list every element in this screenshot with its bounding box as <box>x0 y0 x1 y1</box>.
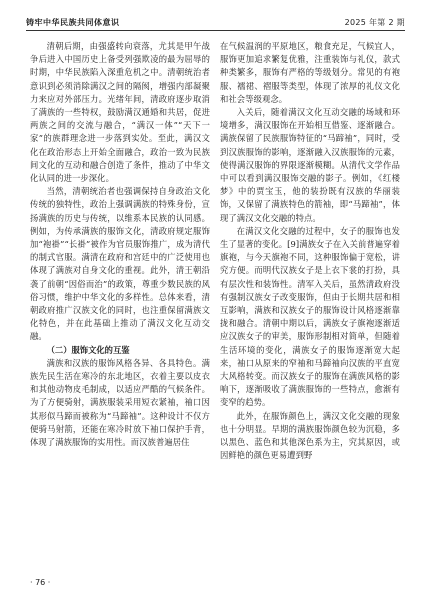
section-heading: （二）服饰文化的互鉴 <box>46 344 130 355</box>
right-column <box>220 40 400 463</box>
paragraph: 此外，在服饰颜色上，满汉文化交融的现象也十分明显。早期的满族服饰颜色较为沉稳，多以黑色、蓝色和其他深色系为主，究其原因，或因鲜艳的颜色更易遭到野 <box>220 410 400 461</box>
paragraph: 满族和汉族的服饰风格各异、各具特色。满族先民生活在寒冷的东北地区，衣着主要以皮衣和其他动物皮毛制成，以适应严酷的气候条件。为了方便骑射，满族服装采用短衣紧袖，袖口因其形似马蹄而被称为“马蹄袖”。这种设计不仅方便骑马射箭，还能在寒冷时放下袖口保护手背，体现了满族服饰的实用性。而汉族普遍居住 <box>30 357 210 448</box>
running-header <box>26 14 405 28</box>
page-number: · 76 · <box>30 578 51 587</box>
paragraph: 在满汉文化交融的过程中，女子的服饰也发生了显著的变化。[9]满族女子在入关前普遍穿着旗袍，与今天旗袍不同，这种服饰偏于宽松，讲究方便。而明代汉族女子是上衣下裳的打扮，具有层次性和装饰性。清军入关后，虽然清政府没有强制汉族女子改变服饰，但由于长期共居和相互影响，满族和汉族女子的服饰设计风格逐渐靠拢和融合。清朝中期以后，满族女子旗袍逐渐适应汉族女子的审美，服饰形制相对简单，但随着生活环境的变化，满族女子的服饰逐渐宽大起来，袖口从原来的窄袖和马蹄袖向汉族的平直宽大风格转变。而汉族女子的服饰在满族风格的影响下，逐渐吸收了满族服饰的一些特点，愈渐有变窄的趋势。 <box>220 225 400 408</box>
journal-title: 铸牢中华民族共同体意识 <box>26 18 120 27</box>
paragraph: 清朝后期，由强盛转向衰落，尤其是甲午战争后进入中国历史上备受列强欺凌的最为屈辱的时期，中华民族陷入深重危机之中。清朝统治者意识到必须消除满汉之间的隔阂，增强内部凝聚力来应对外部压力。光绪年间，清政府逐步取消了满族的一些特权，鼓励满汉通婚和共居，促进两族之间的交流与融合，“满汉一体”“天下一家”的族群理念进一步落到实处。至此，满汉文化在政治形态上开始全面融合，政治一致为民族间文化的互动和融合创造了条件，推动了中华文化认同的进一步深化。 <box>30 41 210 184</box>
paragraph: 当然，清朝统治者也强调保持自身政治文化传统的独特性，政治上强调满族的特殊身份，宣扬满族的历史与传统，以维系本民族的认同感。例如，为传承满族的服饰文化，清政府规定服饰加“袍褂”“长褂”被作为官员服饰推广，成为清代的制式官服。满清在政府和宫廷中的广泛使用也体现了满族对自身文化的重视。此外，清王朝沿袭了前朝“因俗而治”的政策，尊重少数民族的风俗习惯，维护中华文化的多样性。总体来看，清朝政府推广汉族文化的同时，也注重保留满族文化特色，并在此基础上推动了满汉文化互动交融。 <box>30 186 210 342</box>
paragraph: 入关后，随着满汉文化互动交融的场域和环境增多，满汉服饰在开始相互借鉴、逐渐融合。满族保留了民族服饰特征的“马蹄袖”，同时，受到汉族服饰的影响，逐渐融入汉族服饰的元素，使得满汉服饰的界限逐渐模糊。从清代文学作品中可以看到满汉服饰交融的影子。例如，《红楼梦》中的贾宝玉，他的装扮既有汉族的华丽装饰，又保留了满族特色的箭袖，即“马蹄袖”，体现了满汉文化交融的特点。 <box>220 107 400 223</box>
issue-label: 2025 年第 2 期 <box>344 18 405 27</box>
left-column <box>30 40 210 449</box>
paragraph: 在气候温润的平原地区，粮食充足，气候宜人，服饰更加追求繁复优雅，注重装饰与礼仪，款式种类繁多，服饰有严格的等级划分。常见的有袍服、襦裙、褶服等类型，体现了浓厚的礼仪文化和社会等级观念。 <box>220 41 400 104</box>
header-rule <box>26 30 405 31</box>
